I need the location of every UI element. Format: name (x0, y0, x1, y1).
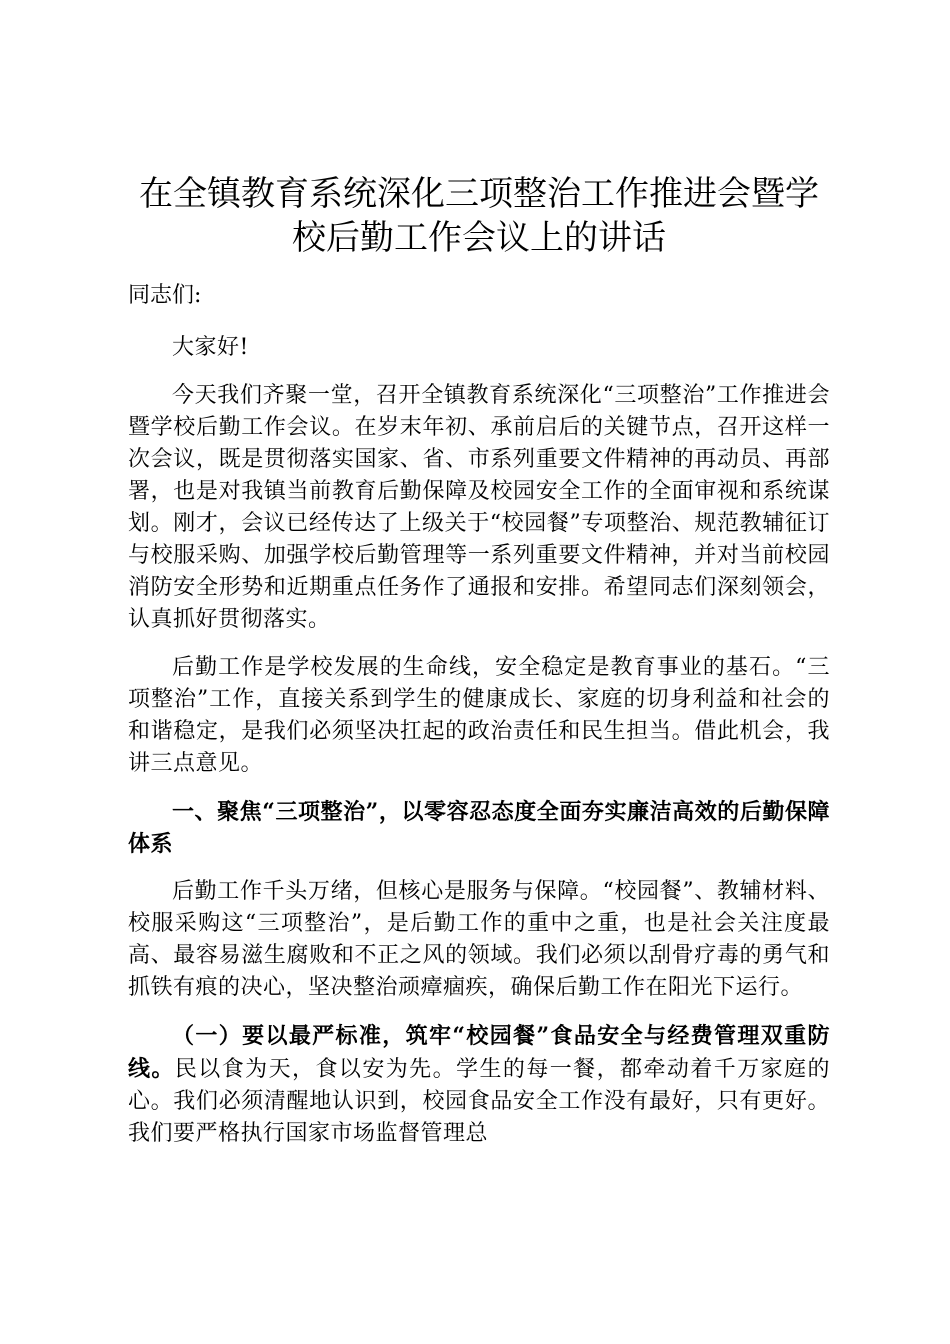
subsection-heading-1: （一）要以最严标准，筑牢“校园餐”食品安全与经费管理双重防线。 (128, 1023, 830, 1082)
title-line-2: 校后勤工作会议上的讲话 (292, 218, 666, 258)
title-line-1: 在全镇教育系统深化三项整治工作推进会暨学 (139, 174, 819, 214)
paragraph-intro: 今天我们齐聚一堂，召开全镇教育系统深化“三项整治”工作推进会暨学校后勤工作会议。在岁末年初、承前启后的关键节点，召开这样一次会议，既是贯彻落实国家、省、市系列重要文件精神的再动员、再部署，也是对我镇当前教育后勤保障及校园安全工作的全面审视和系统谋划。刚才，会议已经传达了上级关于“校园餐”专项整治、规范教辅征订与校服采购、加强学校后勤管理等一系列重要文件精神，并对当前校园消防安全形势和近期重点任务作了通报和安排。希望同志们深刻领会，认真抓好贯彻落实。 (128, 383, 830, 632)
paragraph-context: 后勤工作是学校发展的生命线，安全稳定是教育事业的基石。“三项整治”工作，直接关系到学生的健康成长、家庭的切身利益和社会的和谐稳定，是我们必须坚决扛起的政治责任和民生担当。借此机会，我讲三点意见。 (128, 655, 830, 776)
section-heading-1: 一、聚焦“三项整治”，以零容忍态度全面夯实廉洁高效的后勤保障体系 (128, 799, 830, 857)
paragraph-section-1: 后勤工作千头万绪，但核心是服务与保障。“校园餐”、教辅材料、校服采购这“三项整治”，是后勤工作的重中之重，也是社会关注度最高、最容易滋生腐败和不正之风的领域。我们必须以刮骨疗毒的勇气和抓铁有痕的决心，坚决整治顽瘴痼疾，确保后勤工作在阳光下运行。 (128, 879, 830, 1000)
subsection-body-1: 民以食为天，食以安为先。学生的每一餐，都牵动着千万家庭的心。我们必须清醒地认识到，校园食品安全工作没有最好，只有更好。我们要严格执行国家市场监督管理总 (128, 1057, 830, 1146)
document-title (128, 172, 830, 260)
salutation: 同志们: (128, 283, 202, 308)
document-page (128, 172, 830, 1166)
paragraph-subsection-1 (128, 1020, 830, 1150)
greeting: 大家好! (172, 335, 249, 360)
